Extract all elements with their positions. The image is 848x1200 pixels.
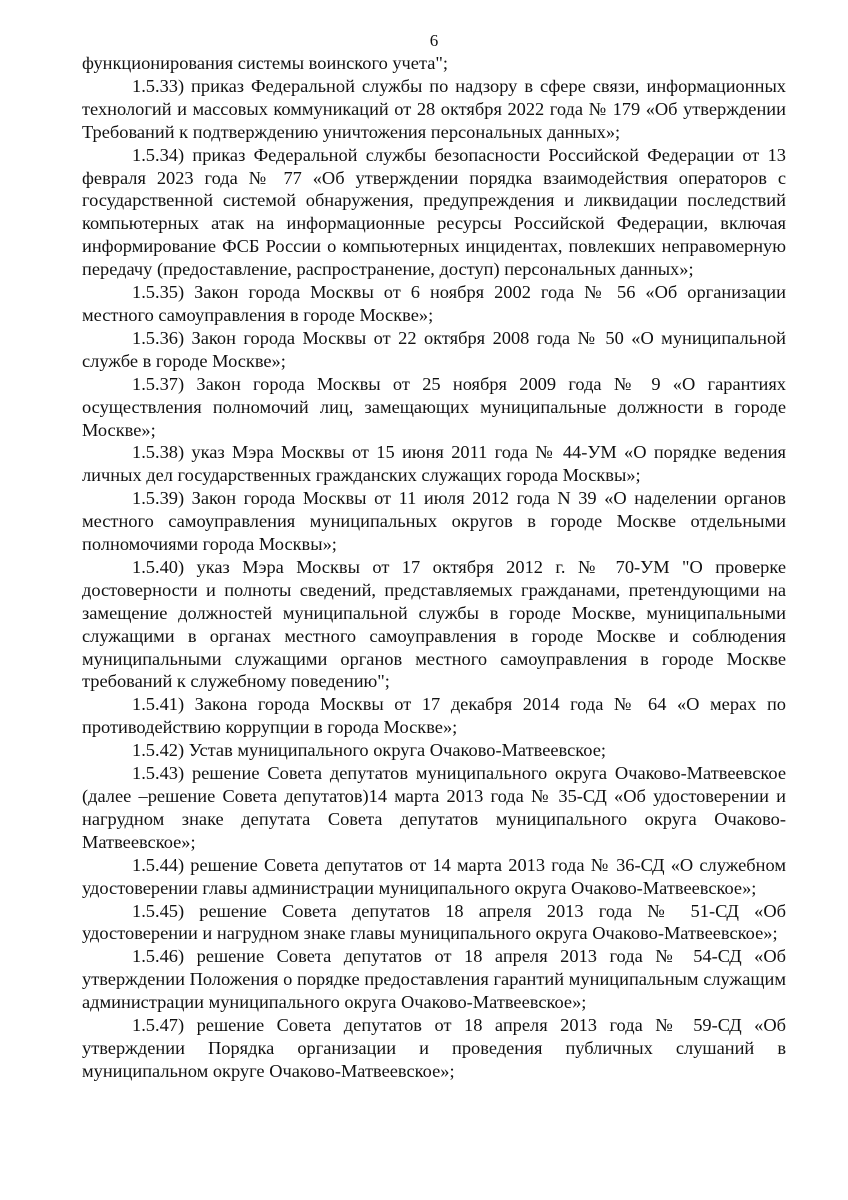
list-item-1-5-40: 1.5.40) указ Мэра Москвы от 17 октября 2012 г. № 70-УМ "О проверке достоверности и полноты сведений, представляемых гражданами, претендующими на замещение должностей муниципальной службы в городе Москве, муниципальными служащими в органах местного самоуправления в городе Москве и соблюдения муниципальными служащими органов местного самоуправления в городе Москве требований к служебному поведению"; bbox=[82, 556, 786, 692]
list-item-1-5-35: 1.5.35) Закон города Москвы от 6 ноября 2002 года № 56 «Об организации местного самоуправления в городе Москве»; bbox=[82, 282, 786, 325]
list-item-1-5-43: 1.5.43) решение Совета депутатов муниципального округа Очаково-Матвеевское (далее –решение Совета депутатов)14 марта 2013 года № 35-СД «Об удостоверении и нагрудном знаке депутата Совета депутатов муниципального округа Очаково-Матвеевское»; bbox=[82, 763, 786, 852]
list-item-1-5-38: 1.5.38) указ Мэра Москвы от 15 июня 2011 года № 44-УМ «О порядке ведения личных дел государственных гражданских служащих города Москвы»; bbox=[82, 442, 786, 486]
list-item-1-5-34: 1.5.34) приказ Федеральной службы безопасности Российской Федерации от 13 февраля 2023 года № 77 «Об утверждении порядка взаимодействия операторов с государственной системой обнаружения, предупреждения и ликвидации последствий компьютерных атак на информационные ресурсы Российской Федерации, включая информирование ФСБ России о компьютерных инцидентах, повлекших неправомерную передачу (предоставление, распространение, доступ) персональных данных»; bbox=[82, 144, 786, 280]
list-item-1-5-47: 1.5.47) решение Совета депутатов от 18 апреля 2013 года № 59-СД «Об утверждении Порядка организации и проведения публичных слушаний в муниципальном округе Очаково-Матвеевское»; bbox=[82, 1015, 786, 1081]
list-item-1-5-42: 1.5.42) Устав муниципального округа Очаково-Матвеевское; bbox=[132, 740, 606, 761]
list-item-1-5-37: 1.5.37) Закон города Москвы от 25 ноября 2009 года № 9 «О гарантиях осуществления полномочий лиц, замещающих муниципальные должности в городе Москве»; bbox=[82, 373, 786, 440]
list-item-1-5-39: 1.5.39) Закон города Москвы от 11 июля 2012 года N 39 «О наделении органов местного самоуправления муниципальных округов в городе Москве отдельными полномочиями города Москвы»; bbox=[82, 488, 786, 555]
list-item-1-5-33: 1.5.33) приказ Федеральной службы по надзору в сфере связи, информационных технологий и массовых коммуникаций от 28 октября 2022 года № 179 «Об утверждении Требований к подтверждению уничтожения персональных данных»; bbox=[82, 75, 786, 142]
list-item-1-5-44: 1.5.44) решение Совета депутатов от 14 марта 2013 года № 36-СД «О служебном удостоверении главы администрации муниципального округа Очаково-Матвеевское»; bbox=[82, 854, 786, 898]
list-item-1-5-45: 1.5.45) решение Совета депутатов 18 апреля 2013 года № 51-СД «Об удостоверении и нагрудном знаке главы муниципального округа Очаково-Матвеевское»; bbox=[82, 900, 786, 944]
page-number: 6 bbox=[429, 31, 439, 50]
list-item-1-5-41: 1.5.41) Закона города Москвы от 17 декабря 2014 года № 64 «О мерах по противодействию коррупции в города Москве»; bbox=[82, 694, 786, 738]
paragraph-continuation: функционирования системы воинского учета"; bbox=[82, 53, 449, 73]
document-page bbox=[82, 0, 786, 1083]
list-item-1-5-46: 1.5.46) решение Совета депутатов от 18 апреля 2013 года № 54-СД «Об утверждении Положения о порядке предоставления гарантий муниципальным служащим администрации муниципального округа Очаково-Матвеевское»; bbox=[82, 946, 786, 1013]
list-item-1-5-36: 1.5.36) Закон города Москвы от 22 октября 2008 года № 50 «О муниципальной службе в городе Москве»; bbox=[82, 327, 786, 371]
